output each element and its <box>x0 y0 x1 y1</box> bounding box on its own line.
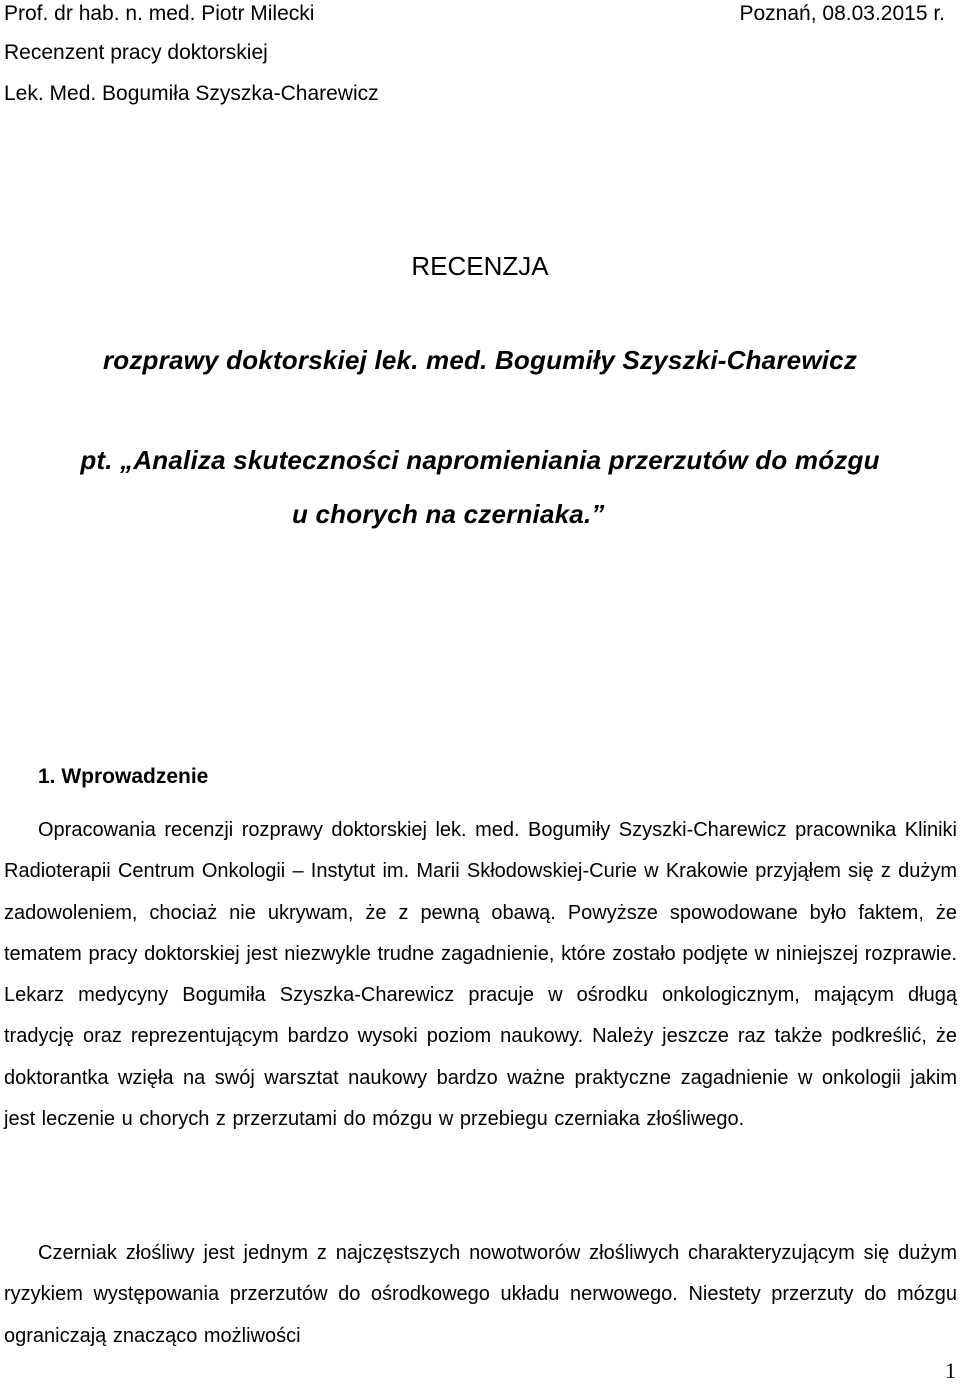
reviewer-role: Recenzent pracy doktorskiej <box>4 41 268 64</box>
author-line: Prof. dr hab. n. med. Piotr Milecki <box>4 2 315 25</box>
candidate-line: Lek. Med. Bogumiła Szyszka-Charewicz <box>4 82 379 105</box>
paragraph-melanoma: Czerniak złośliwy jest jednym z najczęstszych nowotworów złośliwych charakteryzującym się dużym ryzykiem występowania przerzutów do ośrodkowego układu nerwowego. Niestety przerzuty do mózgu ograniczają znacząco możliwości <box>4 1242 957 1347</box>
place-date: Poznań, 08.03.2015 r. <box>739 2 945 25</box>
thesis-title-line2: u chorych na czerniaka.” <box>292 499 605 529</box>
thesis-title-line1: pt. „Analiza skuteczności napromieniania przerzutów do mózgu <box>80 445 880 475</box>
section-heading: 1. Wprowadzenie <box>38 765 209 788</box>
paragraph-intro: Opracowania recenzji rozprawy doktorskiej lek. med. Bogumiły Szyszki-Charewicz pracownika Kliniki Radioterapii Centrum Onkologii – Instytut im. Marii Skłodowskiej-Curie w Krakowie przyjąłem się z dużym zadowoleniem, chociaż nie ukrywam, że z pewną obawą. Powyższe spowodowane było faktem, że tematem pracy doktorskiej jest niezwykle trudne zagadnienie, które zostało podjęte w niniejszej rozprawie. Lekarz medycyny Bogumiła Szyszka-Charewicz pracuje w ośrodku onkologicznym, mającym długą tradycję oraz reprezentującym bardzo wysoki poziom naukowy. Należy jeszcze raz także podkreślić, że doktorantka wzięła na swój warsztat naukowy bardzo ważne praktyczne zagadnienie w onkologii jakim jest leczenie u chorych z przerzutami do mózgu w przebiegu czerniaka złośliwego. <box>4 819 957 1131</box>
page-number: 1 <box>945 1358 956 1383</box>
document-title: RECENZJA <box>411 251 549 281</box>
dissertation-subject: rozprawy doktorskiej lek. med. Bogumiły Szyszki-Charewicz <box>102 345 858 375</box>
